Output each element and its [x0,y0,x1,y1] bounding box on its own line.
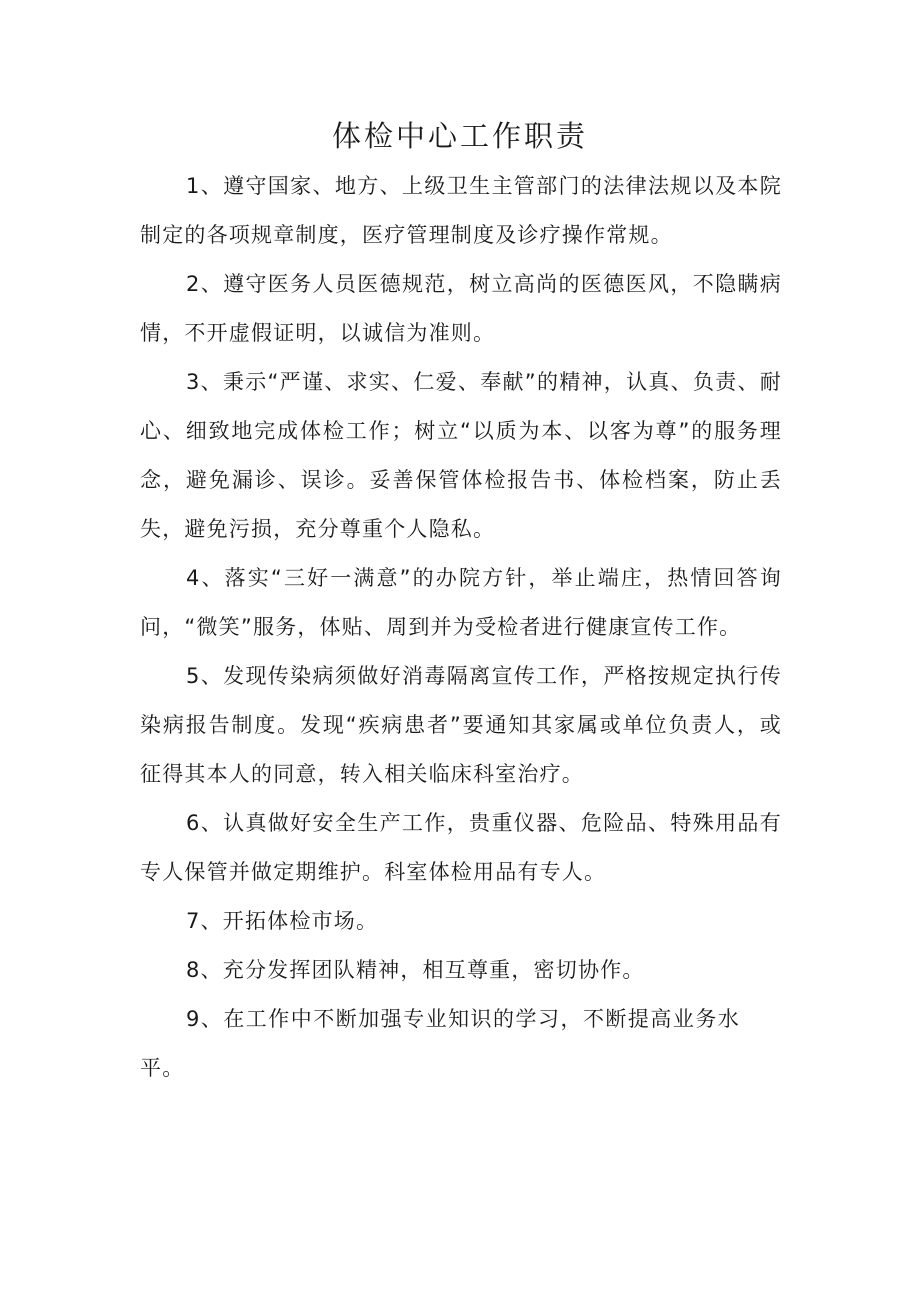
duty-paragraph-6: 6、认真做好安全生产工作，贵重仪器、危险品、特殊用品有专人保管并做定期维护。科室体检用品有专人。 [140,811,782,884]
duty-paragraph-1: 1、遵守国家、地方、上级卫生主管部门的法律法规以及本院制定的各项规章制度，医疗管理制度及诊疗操作常规。 [140,174,782,247]
duty-paragraph-3: 3、秉示“严谨、求实、仁爱、奉献”的精神，认真、负责、耐心、细致地完成体检工作；树立“以质为本、以客为尊”的服务理念，避免漏诊、误诊。妥善保管体检报告书、体检档案，防止丢失，避免污损，充分尊重个人隐私。 [140,370,782,541]
duty-paragraph-5: 5、发现传染病须做好消毒隔离宣传工作，严格按规定执行传染病报告制度。发现“疾病患者”要通知其家属或单位负责人，或征得其本人的同意，转入相关临床科室治疗。 [140,664,782,786]
document-title: 体检中心工作职责 [331,119,588,153]
duty-paragraph-9: 9、在工作中不断加强专业知识的学习，不断提高业务水平。 [140,1007,740,1080]
duty-paragraph-2: 2、遵守医务人员医德规范，树立高尚的医德医风，不隐瞒病情，不开虚假证明，以诚信为准则。 [140,272,782,345]
document-body [140,162,782,1093]
duty-paragraph-8: 8、充分发挥团队精神，相互尊重，密切协作。 [186,958,645,982]
duty-paragraph-7: 7、开拓体检市场。 [186,909,379,933]
duty-paragraph-4: 4、落实“三好一满意”的办院方针，举止端庄，热情回答询问，“微笑”服务，体贴、周到并为受检者进行健康宣传工作。 [140,566,782,639]
